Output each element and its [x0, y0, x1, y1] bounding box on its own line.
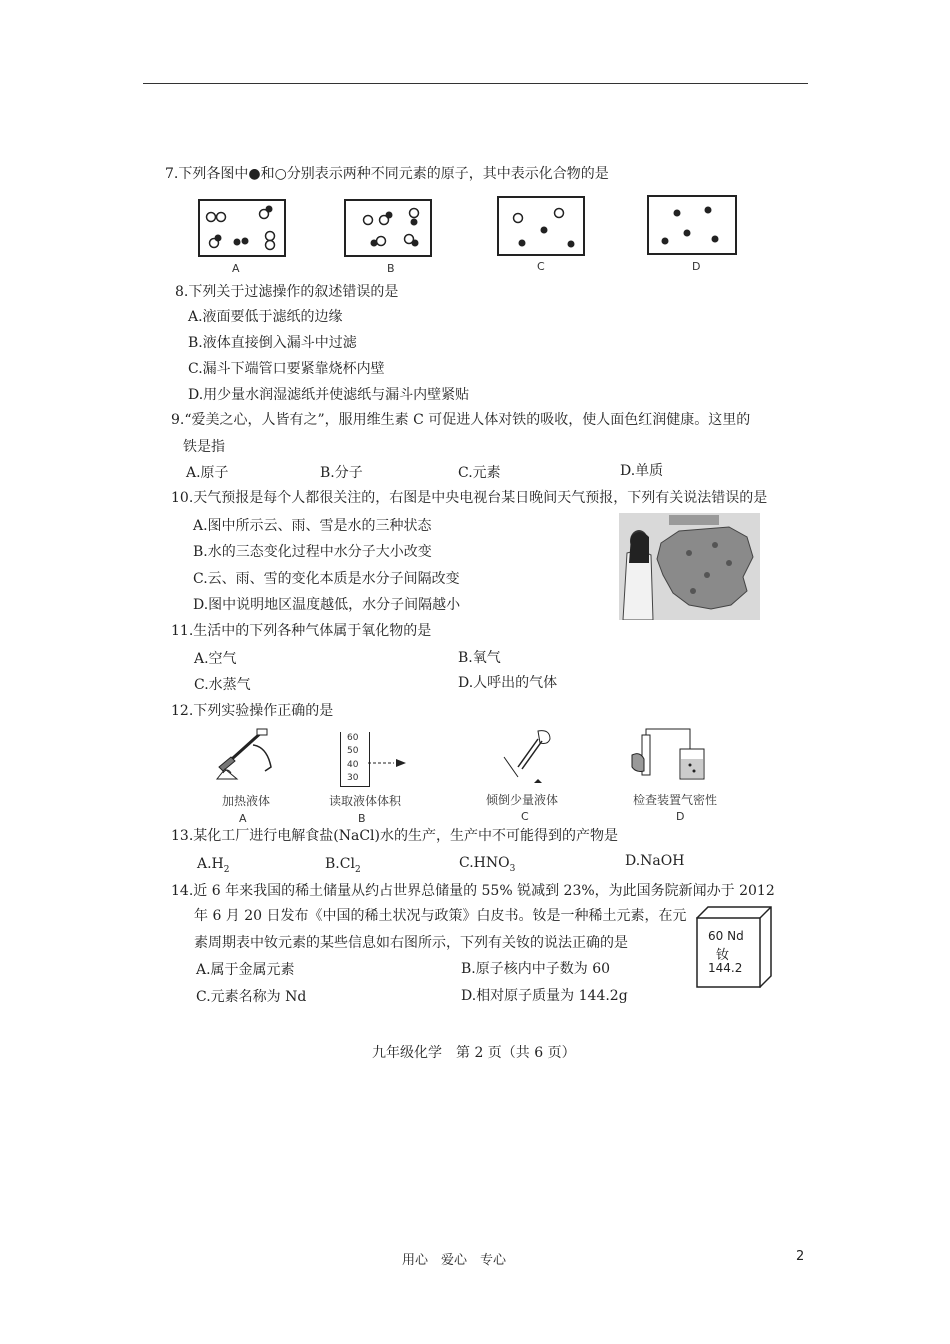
q9-option-d: D.单质 — [620, 463, 664, 479]
q8-option-d: D.用少量水润湿滤纸并使滤纸与漏斗内壁紧贴 — [188, 387, 470, 403]
q14-option-a: A.属于金属元素 — [196, 962, 295, 978]
q12-caption-d: 检查装置气密性 — [633, 793, 718, 807]
q11-option-a: A.空气 — [194, 651, 237, 667]
q14-option-d: D.相对原子质量为 144.2g — [461, 988, 628, 1004]
q10-option-a: A.图中所示云、雨、雪是水的三种状态 — [193, 518, 432, 534]
q7-label-d: D — [692, 260, 701, 273]
q10-option-b: B.水的三态变化过程中水分子大小改变 — [193, 544, 432, 560]
q7-prompt: 7.下列各图中●和○分别表示两种不同元素的原子，其中表示化合物的是 — [165, 166, 609, 182]
q9-option-c: C.元素 — [458, 465, 501, 481]
q11-prompt: 11.生活中的下列各种气体属于氧化物的是 — [171, 623, 432, 639]
page-number: 2 — [796, 1249, 805, 1264]
q12-label-c: C — [521, 810, 529, 823]
cylinder-tick-50: 50 — [347, 746, 359, 756]
q11-option-b: B.氧气 — [458, 650, 501, 666]
q14-line1: 14.近 6 年来我国的稀土储量从约占世界总储量的 55% 锐减到 23%，为此国务院新闻办于 2012 — [171, 883, 775, 899]
cylinder-tick-30: 30 — [347, 773, 359, 783]
element-mass: 144.2 — [708, 961, 743, 975]
q10-option-d: D.图中说明地区温度越低，水分子间隔越小 — [193, 597, 461, 613]
q7-box-c — [497, 196, 585, 256]
q12-label-a: A — [239, 812, 247, 825]
q7-label-a: A — [232, 262, 240, 275]
heating-liquid-illustration — [205, 727, 285, 787]
q7-box-a — [198, 199, 286, 257]
pouring-liquid-illustration — [498, 727, 558, 789]
q12-caption-a: 加热液体 — [222, 794, 271, 808]
q7-box-b — [344, 199, 432, 257]
q12-caption-c: 倾倒少量液体 — [486, 793, 559, 807]
element-name: 钕 — [716, 948, 730, 963]
q14-line2: 年 6 月 20 日发布《中国的稀土状况与政策》白皮书。钕是一种稀土元素，在元 — [194, 908, 687, 924]
q8-option-a: A.液面要低于滤纸的边缘 — [188, 309, 343, 325]
q11-option-d: D.人呼出的气体 — [458, 675, 558, 691]
q12-caption-b: 读取液体体积 — [329, 794, 402, 808]
q13-option-c: $C.HNO_3$ — [459, 855, 516, 874]
q7-box-d — [647, 195, 737, 255]
cylinder-tick-60: 60 — [347, 733, 359, 743]
element-card — [698, 919, 760, 987]
q8-option-c: C.漏斗下端管口要紧靠烧杯内壁 — [188, 361, 385, 377]
q14-option-c: C.元素名称为 Nd — [196, 989, 307, 1005]
q12-label-d: D — [676, 810, 685, 823]
q10-prompt: 10.天气预报是每个人都很关注的，右图是中央电视台某日晚间天气预报，下列有关说法错误的是 — [171, 490, 768, 506]
q10-option-c: C.云、雨、雪的变化本质是水分子间隔改变 — [193, 571, 460, 587]
q14-option-b: B.原子核内中子数为 60 — [461, 961, 611, 977]
page-footer: 九年级化学 第 2 页（共 6 页） — [372, 1045, 576, 1061]
eye-sightline-icon — [368, 756, 408, 770]
q7-label-c: C — [537, 260, 545, 273]
q12-prompt: 12.下列实验操作正确的是 — [171, 703, 334, 719]
q8-prompt: 8.下列关于过滤操作的叙述错误的是 — [175, 284, 399, 300]
q14-line3: 素周期表中钕元素的某些信息如右图所示，下列有关钕的说法正确的是 — [194, 935, 628, 951]
q13-option-a: $A.H_2$ — [197, 856, 230, 875]
element-symbol: Nd — [727, 929, 744, 943]
q13-prompt: 13.某化工厂进行电解食盐(NaCl)水的生产，生产中不可能得到的产物是 — [171, 828, 618, 844]
q9-option-a: A.原子 — [186, 465, 229, 481]
element-number: 60 — [708, 929, 724, 943]
q7-label-b: B — [387, 262, 395, 275]
element-number-symbol — [708, 929, 744, 943]
q9-prompt-line2: 铁是指 — [183, 439, 225, 455]
q11-option-c: C.水蒸气 — [194, 677, 251, 693]
bottom-motto: 用心 爱心 专心 — [402, 1253, 507, 1268]
q9-prompt-line1: 9.“爱美之心，人皆有之”，服用维生素 C 可促进人体对铁的吸收，使人面色红润健康。这里的 — [171, 412, 751, 428]
q13-option-d: D.NaOH — [625, 853, 685, 869]
q13-option-b: $B.Cl_2$ — [325, 856, 361, 875]
weather-forecast-image — [619, 513, 760, 620]
airtightness-check-illustration — [630, 727, 710, 787]
cylinder-tick-40: 40 — [347, 760, 359, 770]
header-rule — [143, 83, 808, 84]
q8-option-b: B.液体直接倒入漏斗中过滤 — [188, 335, 357, 351]
q9-option-b: B.分子 — [320, 465, 363, 481]
q12-label-b: B — [358, 812, 366, 825]
